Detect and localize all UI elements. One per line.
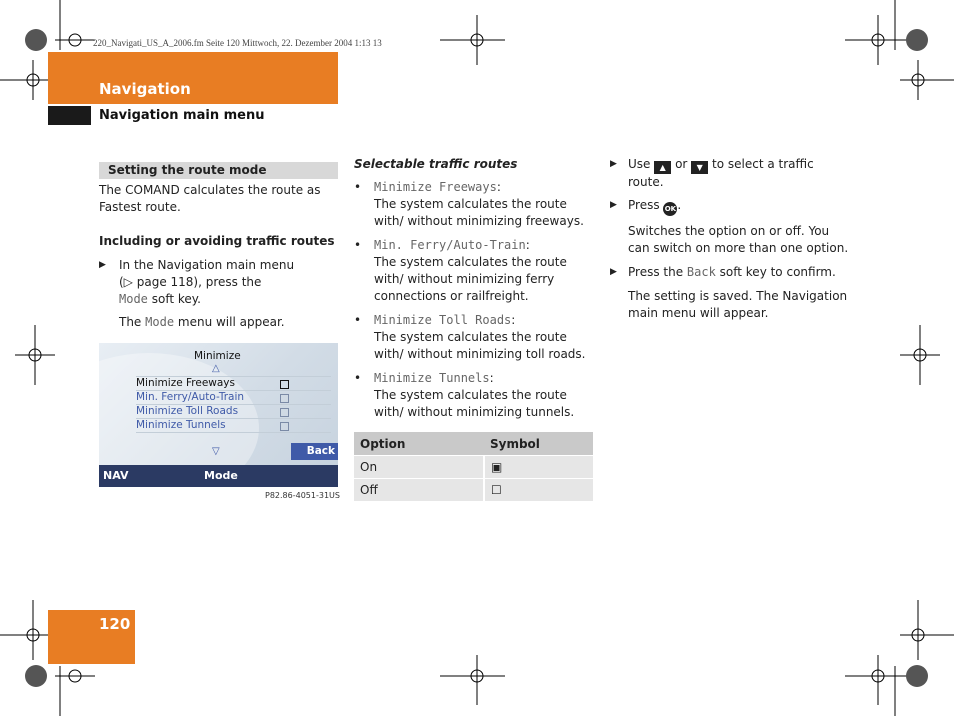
option-item: • Minimize Tunnels: The system calculates the route with/ without minimizing tunnels. [354,371,575,419]
step-press-back: ▶ Press the Back soft key to confirm. [610,265,836,279]
back-key: Back [686,265,716,279]
checkbox-icon [280,422,289,431]
screen-item-3[interactable]: Minimize Toll Roads [136,405,239,417]
step-1-result: The Mode menu will appear. [119,315,285,329]
section-title: Navigation main menu [99,108,265,123]
section-marker [48,106,91,125]
option-item: • Minimize Toll Roads: The system calculates the route with/ without minimizing toll roads. [354,313,586,361]
mode-key: Mode [119,292,148,306]
table-row: On ▣ [354,456,593,479]
right-instructions [610,156,850,322]
scroll-up-icon: △ [212,363,220,374]
comand-screen [99,343,338,487]
table-row: Off ☐ [354,479,593,502]
page-number: 120 [99,615,131,633]
file-header: 220_Navigati_US_A_2006.fm Seite 120 Mittwoch, 22. Dezember 2004 1:13 13 [93,38,382,48]
ok-button-icon: OK [663,202,677,216]
screen-item-4[interactable]: Minimize Tunnels [136,419,226,431]
down-arrow-key-icon: ▼ [691,161,708,174]
checkbox-icon [280,394,289,403]
table-header: Symbol [484,432,593,456]
chapter-title: Navigation [99,80,191,98]
table-header: Option [354,432,484,456]
option-symbol-table [354,432,593,501]
checked-box-icon: ▣ [484,456,593,479]
subheading: Including or avoiding traffic routes [99,234,335,248]
empty-box-icon: ☐ [484,479,593,502]
checkbox-icon [280,408,289,417]
chapter-tab [48,52,338,104]
screen-item-2[interactable]: Min. Ferry/Auto-Train [136,391,245,403]
option-item: • Minimize Freeways: The system calculates the route with/ without minimizing freeways. [354,180,584,228]
heading-bar-label: Setting the route mode [108,163,267,177]
step-press-ok: ▶ Press OK. [610,197,850,216]
mode-label: Mode [204,469,238,482]
figure-caption: P82.86-4051-31US [265,491,340,500]
scroll-down-icon: ▽ [212,446,220,457]
checkbox-icon [280,380,289,389]
intro-text: The COMAND calculates the route as Fastest route. [99,183,321,214]
screen-item-1[interactable]: Minimize Freeways [136,377,235,389]
step-bullet-icon: ▶ [610,200,617,210]
back-softkey[interactable]: Back [291,443,338,460]
step-1: ▶ In the Navigation main menu (▷ page 118), press the Mode soft key. [99,258,295,306]
screen-title: Minimize [194,350,241,362]
up-arrow-key-icon: ▲ [654,161,671,174]
step-use: ▶ Use ▲ or ▼ to select a traffic route. [610,157,814,189]
option-list [354,179,594,421]
option-item: • Min. Ferry/Auto-Train: The system calculates the route with/ without minimizing ferry connections or railfreight. [354,238,567,303]
step-bullet-icon: ▶ [99,260,106,270]
step-bullet-icon: ▶ [610,159,617,169]
toggle-info: Switches the option on or off. You can switch on more than one option. [628,224,849,255]
heading-bar [99,162,338,179]
traffic-routes-heading: Selectable traffic routes [354,157,518,171]
saved-info: The setting is saved. The Navigation main menu will appear. [628,289,848,320]
step-bullet-icon: ▶ [610,267,617,277]
status-bar [99,465,338,487]
nav-label: NAV [103,469,129,482]
